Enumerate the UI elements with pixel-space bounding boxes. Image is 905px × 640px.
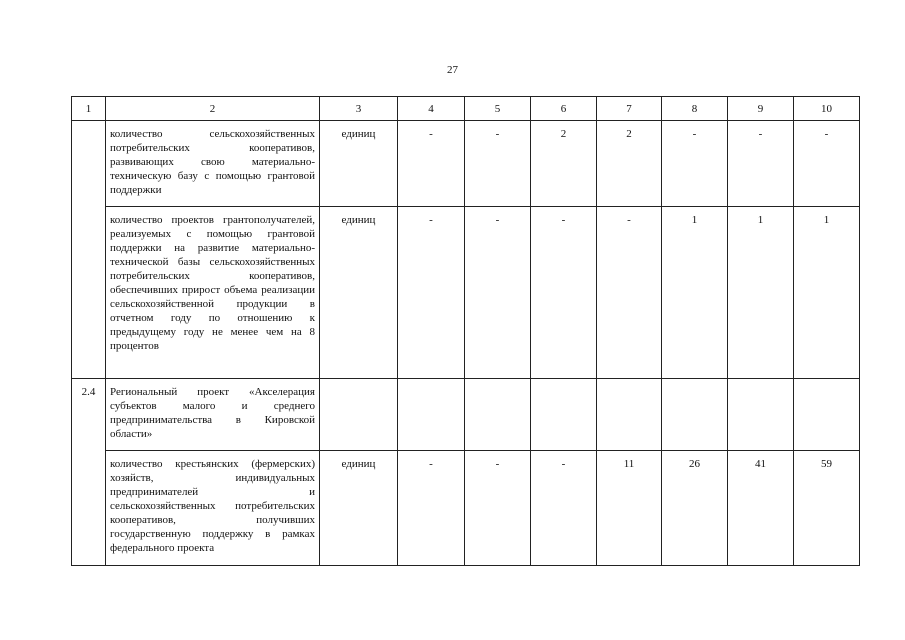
- header-cell: 7: [597, 97, 662, 121]
- value-cell: [662, 379, 728, 451]
- table-row: [72, 451, 860, 566]
- value-cell: -: [597, 207, 662, 379]
- value-cell: [597, 379, 662, 451]
- value-cell: 2: [531, 121, 597, 207]
- value-cell: [398, 379, 465, 451]
- header-cell: 2: [106, 97, 320, 121]
- value-cell: [728, 379, 794, 451]
- row-number-cell: 2.4: [72, 379, 106, 451]
- value-cell: 41: [728, 451, 794, 566]
- unit-cell: единиц: [320, 451, 398, 566]
- value-cell: -: [465, 207, 531, 379]
- page-number: 27: [447, 64, 458, 76]
- value-cell: -: [531, 207, 597, 379]
- indicator-description: количество крестьянских (фермерских) хозяйств, индивидуальных предпринимателей и сельскохозяйственных потребительских кооперативов, получивших государственную поддержку в рамках федерального проекта: [106, 451, 320, 566]
- value-cell: -: [531, 451, 597, 566]
- value-cell: -: [794, 121, 860, 207]
- value-cell: 1: [794, 207, 860, 379]
- header-cell: 1: [72, 97, 106, 121]
- value-cell: -: [465, 121, 531, 207]
- value-cell: -: [398, 451, 465, 566]
- indicator-description: количество сельскохозяйственных потребительских кооперативов, развивающих свою материально-техническую базу с помощью грантовой поддержки: [106, 121, 320, 207]
- value-cell: 59: [794, 451, 860, 566]
- table-header-row: [72, 97, 860, 121]
- table-row: [72, 379, 860, 451]
- value-cell: -: [465, 451, 531, 566]
- unit-cell: [320, 379, 398, 451]
- header-cell: 6: [531, 97, 597, 121]
- value-cell: 1: [728, 207, 794, 379]
- row-number-cell: [72, 207, 106, 379]
- header-cell: 3: [320, 97, 398, 121]
- header-cell: 4: [398, 97, 465, 121]
- row-number-cell: [72, 121, 106, 207]
- table-row: [72, 207, 860, 379]
- value-cell: 11: [597, 451, 662, 566]
- value-cell: -: [728, 121, 794, 207]
- header-cell: 8: [662, 97, 728, 121]
- value-cell: 2: [597, 121, 662, 207]
- value-cell: [465, 379, 531, 451]
- value-cell: 26: [662, 451, 728, 566]
- indicator-description: количество проектов грантополучателей, реализуемых с помощью грантовой поддержки на развитие материально-технической базы сельскохозяйственных потребительских кооперативов, обеспечивших прирост объема реализации сельскохозяйственной продукции в отчетном году по отношению к предыдущему году не менее чем на 8 процентов: [106, 207, 320, 379]
- header-cell: 5: [465, 97, 531, 121]
- value-cell: [794, 379, 860, 451]
- value-cell: -: [398, 121, 465, 207]
- value-cell: [531, 379, 597, 451]
- unit-cell: единиц: [320, 121, 398, 207]
- value-cell: -: [662, 121, 728, 207]
- unit-cell: единиц: [320, 207, 398, 379]
- table-row: [72, 121, 860, 207]
- row-number-cell: [72, 451, 106, 566]
- value-cell: -: [398, 207, 465, 379]
- header-cell: 9: [728, 97, 794, 121]
- indicator-table: [71, 96, 860, 566]
- project-title: Региональный проект «Акселерация субъектов малого и среднего предпринимательства в Кировской области»: [106, 379, 320, 451]
- header-cell: 10: [794, 97, 860, 121]
- value-cell: 1: [662, 207, 728, 379]
